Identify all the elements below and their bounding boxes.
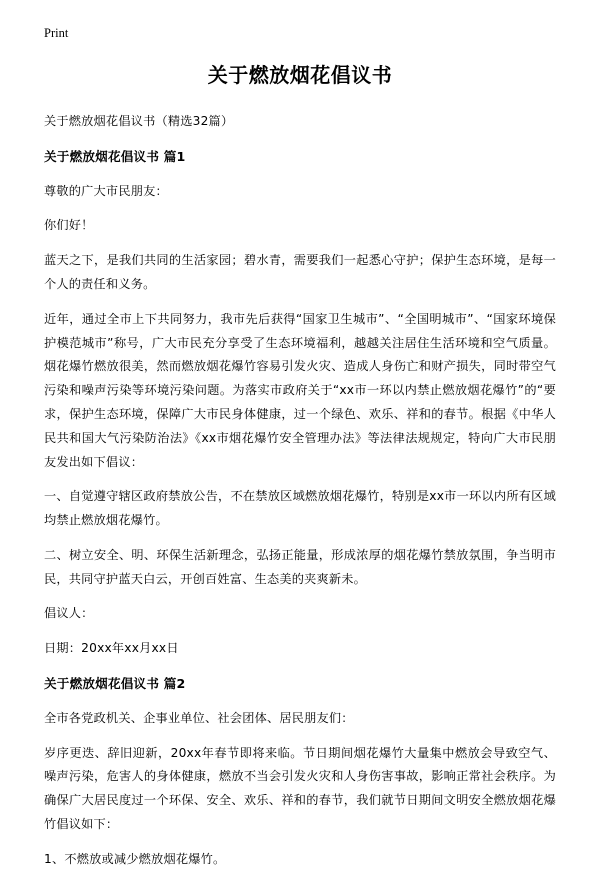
paragraph: 近年，通过全市上下共同努力，我市先后获得“国家卫生城市”、“全国明城市”、“国家环境保护模范城市”称号，广大市民充分享受了生态环境福利，越越关注居住生活环境和空气质量。烟花爆竹燃放很美，然而燃放烟花爆竹容易引发火灾、造成人身伤亡和财产损失，同时带空气污染和噪声污染等环境污染问题。为落实市政府关于“xx市一环以内禁止燃放烟花爆竹”的“要求，保护生态环境，保障广大市民身体健康，过一个绿色、欢乐、祥和的春节。根据《中华人民共和国大气污染防治法》《xx市烟花爆竹安全管理办法》等法律法规规定，特向广大市民朋友发出如下倡议： (44, 311, 556, 469)
paragraph: 岁序更迭、辞旧迎新，20xx年春节即将来临。节日期间烟花爆竹大量集中燃放会导致空气、噪声污染，危害人的身体健康，燃放不当会引发火灾和人身伤害事故，影响正常社会秩序。为确保广大居民度过一个环保、安全、欢乐、祥和的春节，我们就节日期间文明安全燃放烟花爆竹倡议如下： (44, 745, 556, 832)
section-heading: 关于燃放烟花倡议书 篇1 (44, 148, 186, 164)
paragraph: 日期：20xx年xx月xx日 (44, 641, 179, 656)
paragraph: 全市各党政机关、企事业单位、社会团体、居民朋友们： (44, 710, 354, 725)
paragraph: 二、树立安全、明、环保生活新理念，弘扬正能量，形成浓厚的烟花爆竹禁放氛围，争当明市民，共同守护蓝天白云，开创百姓富、生态美的夹爽新未。 (44, 547, 556, 586)
paragraph: 1、不燃放或减少燃放烟花爆竹。 (44, 851, 226, 866)
paragraph: 你们好！ (44, 218, 94, 233)
paragraph: 一、自觉遵守辖区政府禁放公告，不在禁放区域燃放烟花爆竹，特别是xx市一环以内所有区域均禁止燃放烟花爆竹。 (44, 489, 556, 528)
document-subtitle: 关于燃放烟花倡议书（精选32篇） (44, 114, 234, 128)
section-heading: 关于燃放烟花倡议书 篇2 (44, 675, 186, 691)
page-title: 关于燃放烟花倡议书 (207, 63, 393, 87)
document-section (44, 145, 556, 661)
document-section (44, 672, 556, 872)
paragraph: 倡议人： (44, 606, 94, 621)
paragraph: 尊敬的广大市民朋友： (44, 183, 168, 198)
print-button[interactable]: Print (44, 26, 69, 40)
paragraph: 蓝天之下，是我们共同的生活家园；碧水青，需要我们一起悉心守护；保护生态环境，是每一个人的责任和义务。 (44, 253, 556, 292)
